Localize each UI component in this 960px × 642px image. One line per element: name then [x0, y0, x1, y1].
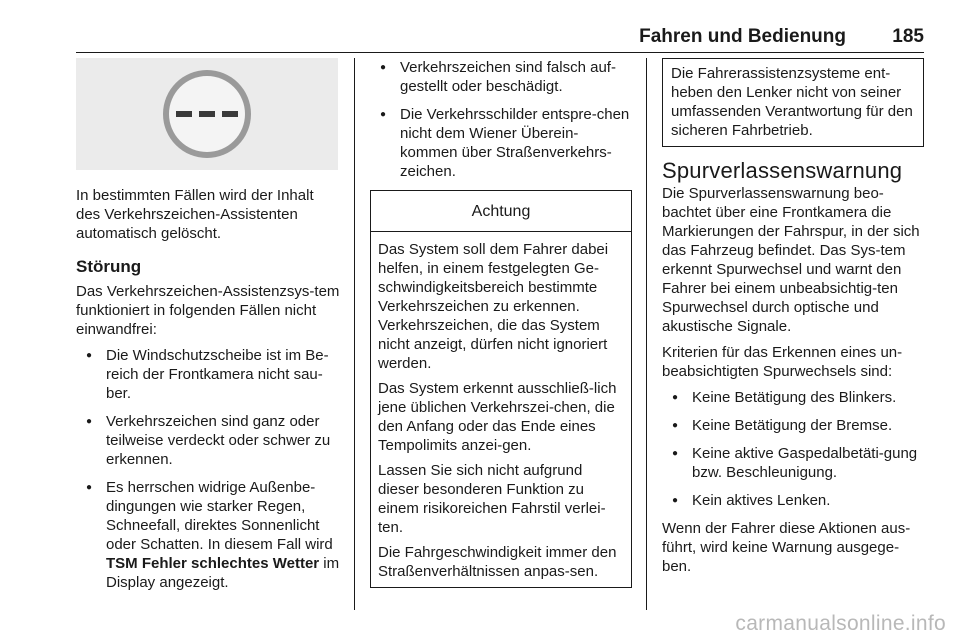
- closing-paragraph: Wenn der Fahrer diese Aktionen aus-führt, wird keine Warnung ausgege-ben.: [662, 520, 911, 575]
- column-divider-2: [646, 58, 647, 610]
- page-number: 185: [892, 26, 924, 47]
- fault-list-continued: [370, 58, 632, 181]
- list-item: ● Keine Betätigung der Bremse.: [662, 416, 926, 435]
- list-item: ● Kein aktives Lenken.: [662, 491, 926, 510]
- warning-paragraph: Das System soll dem Fahrer dabei helfen, in einem festgelegten Ge-schwindigkeitsbereich bestimmte Verkehrszeichen zu erkennen. Verkehrszeichen, die das System nicht anzeigt, dürfen nicht ignoriert werden.: [378, 241, 609, 372]
- criteria-list: [662, 388, 926, 510]
- watermark: carmanualsonline.info: [735, 612, 946, 635]
- warning-box: [370, 190, 632, 588]
- warning-body: [371, 232, 631, 581]
- info-box: Die Fahrerassistenzsysteme ent-heben den Lenker nicht von seiner umfassenden Verantwortung für den sicheren Fahrbetrieb.: [662, 58, 924, 147]
- section-heading-stoerung: Störung: [76, 257, 142, 276]
- intro-paragraph: In bestimmten Fällen wird der Inhalt des Verkehrszeichen-Assistenten automatisch gelöscht.: [76, 187, 314, 242]
- column-middle: [370, 58, 632, 588]
- warning-paragraph: Lassen Sie sich nicht aufgrund dieser besonderen Funktion zu einem risikoreichen Fahrstil verlei-ten.: [378, 462, 606, 536]
- criteria-paragraph: Kriterien für das Erkennen eines un-beabsichtigten Spurwechsels sind:: [662, 344, 903, 380]
- section-heading-spurverlassenswarnung: Spurverlassenswarnung: [662, 158, 903, 183]
- column-right: [662, 58, 926, 583]
- speed-limit-end-sign-icon: [159, 66, 255, 162]
- fault-lead-paragraph: Das Verkehrszeichen-Assistenzsys-tem funktioniert in folgenden Fällen nicht einwandfrei:: [76, 283, 340, 338]
- column-left: [76, 58, 340, 601]
- lane-warning-paragraph: Die Spurverlassenswarnung beo-bachtet über eine Frontkamera die Markierungen der Fahrspur, in der sich das Fahrzeug befindet. Das Sys-tem erkennt Spurwechsel und warnt den Fahrer bei einem unbeabsichtig-ten Spurwechsel durch optische und akustische Signale.: [662, 185, 920, 335]
- header-title: Fahren und Bedienung: [639, 26, 846, 47]
- list-item-text: im Display angezeigt.: [106, 555, 340, 591]
- display-message: TSM Fehler schlechtes Wetter: [106, 555, 320, 572]
- page-header: [76, 24, 924, 53]
- list-item-text: Es herrschen widrige Außenbe-dingungen wie starker Regen, Schneefall, direktes Sonnenlicht oder Schatten. In diesem Fall wird: [106, 479, 333, 553]
- sign-illustration: [76, 58, 338, 170]
- column-divider-1: [354, 58, 355, 610]
- warning-paragraph: Das System erkennt ausschließ-lich jene üblichen Verkehrszei-chen, die den Anfang oder das Ende eines Tempolimits anzei-gen.: [378, 380, 617, 454]
- fault-list: [76, 346, 340, 592]
- warning-paragraph: Die Fahrgeschwindigkeit immer den Straßenverhältnissen anpas-sen.: [378, 544, 617, 580]
- list-item: ● Die Windschutzscheibe ist im Be-reich der Frontkamera nicht sau-ber.: [76, 346, 340, 403]
- list-item: ● Keine aktive Gaspedalbetäti-gung bzw. Beschleunigung.: [662, 444, 926, 482]
- list-item: ● Die Verkehrsschilder entspre-chen nicht dem Wiener Überein-kommen über Straßenverkehrs-zeichen.: [370, 105, 632, 181]
- list-item: ● Verkehrszeichen sind ganz oder teilweise verdeckt oder schwer zu erkennen.: [76, 412, 340, 469]
- warning-title: Achtung: [371, 191, 631, 232]
- list-item: ● Verkehrszeichen sind falsch auf-gestellt oder beschädigt.: [370, 58, 632, 96]
- list-item: [76, 478, 340, 592]
- list-item: ● Keine Betätigung des Blinkers.: [662, 388, 926, 407]
